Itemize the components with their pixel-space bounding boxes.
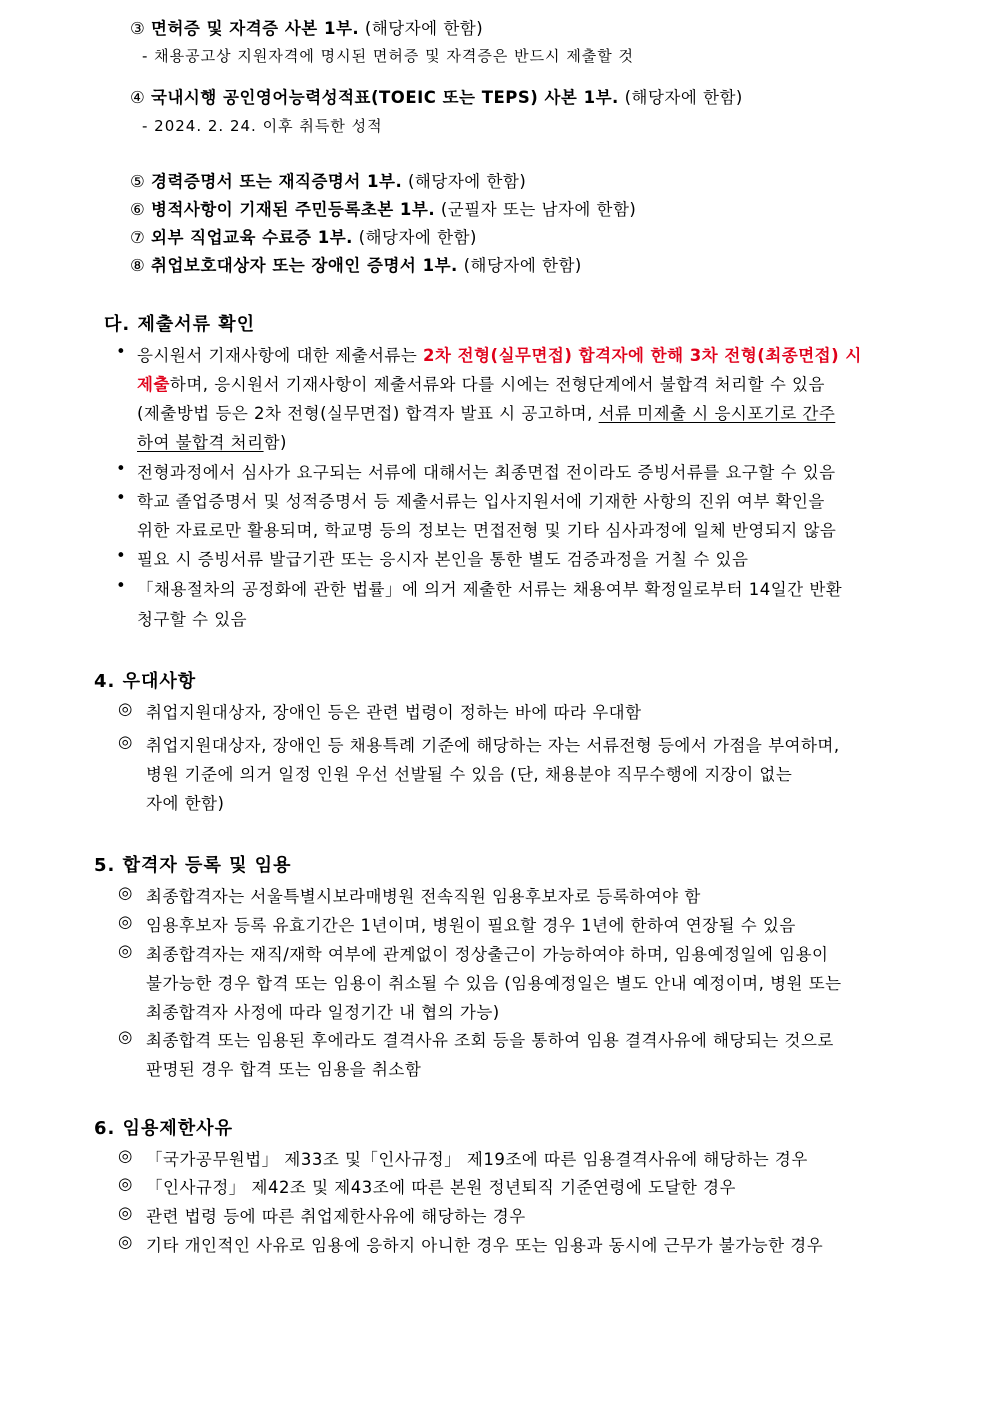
- s4-item2-line2: 병원 기준에 의거 일정 인원 우선 선발될 수 있음 (단, 채용분야 직무수행에 지장이 없는: [146, 765, 793, 784]
- circle-mark-icon: ◎: [118, 912, 133, 931]
- item-note: (해당자에 한함): [624, 88, 743, 107]
- doc-item-8: [130, 252, 582, 276]
- s6-item4: 기타 개인적인 사유로 임용에 응하지 아니한 경우 또는 임용과 동시에 근무가 불가능한 경우: [146, 1236, 824, 1255]
- s5-item3-line1: 최종합격자는 재직/재학 여부에 관계없이 정상출근이 가능하여야 하며, 임용예정일에 임용이: [146, 945, 829, 964]
- doc-item-4: [130, 84, 743, 108]
- da-b1-text: 응시원서 기재사항에 대한 제출서류는: [137, 346, 418, 365]
- da-b1-highlight: 2차 전형(실무면접) 합격자에 한해 3차 전형(최종면접) 시: [423, 346, 862, 365]
- da-b1-line2: [137, 371, 825, 395]
- da-b1-line1: [137, 342, 862, 366]
- circle-mark-icon: ◎: [118, 1027, 133, 1046]
- item-number: ③: [130, 19, 146, 38]
- item-title: 병적사항이 기재된 주민등록초본 1부.: [151, 200, 436, 219]
- item-title: 경력증명서 또는 재직증명서 1부.: [151, 172, 403, 191]
- da-b3-line2: 위한 자료로만 활용되며, 학교명 등의 정보는 면접전형 및 기타 심사과정에 일체 반영되지 않음: [137, 521, 837, 540]
- circle-mark-icon: ◎: [118, 732, 133, 751]
- item-note: (군필자 또는 남자에 한함): [440, 200, 637, 219]
- circle-mark-icon: ◎: [118, 883, 133, 902]
- da-b5-line1: 「채용절차의 공정화에 관한 법률」에 의거 제출한 서류는 채용여부 확정일로부터 14일간 반환: [137, 580, 843, 599]
- item-note: (해당자에 한함): [408, 172, 527, 191]
- s5-item3-line3: 최종합격자 사정에 따라 일정기간 내 협의 가능): [146, 1003, 500, 1022]
- s4-item2-line1: 취업지원대상자, 장애인 등 채용특례 기준에 해당하는 자는 서류전형 등에서 가점을 부여하며,: [146, 736, 840, 755]
- da-b3-line1: 학교 졸업증명서 및 성적증명서 등 제출서류는 입사지원서에 기재한 사항의 진위 여부 확인을: [137, 492, 825, 511]
- bullet-icon: •: [116, 342, 127, 361]
- s5-item4-line1: 최종합격 또는 임용된 후에라도 결격사유 조회 등을 통하여 임용 결격사유에 해당되는 것으로: [146, 1031, 834, 1050]
- da-b1-underline-2: 하여 불합격 처리: [137, 433, 264, 452]
- da-b2: 전형과정에서 심사가 요구되는 서류에 대해서는 최종면접 전이라도 증빙서류를 요구할 수 있음: [137, 463, 836, 482]
- circle-mark-icon: ◎: [118, 1174, 133, 1193]
- item-note: (해당자에 한함): [463, 256, 582, 275]
- da-b1-text-4: 함): [263, 433, 287, 452]
- circle-mark-icon: ◎: [118, 941, 133, 960]
- item-note: (해당자에 한함): [364, 19, 484, 38]
- item-title: 취업보호대상자 또는 장애인 증명서 1부.: [151, 256, 458, 275]
- circle-mark-icon: ◎: [118, 1203, 133, 1222]
- doc-item-7: [130, 224, 477, 248]
- s5-item4-line2: 판명된 경우 합격 또는 임용을 취소함: [146, 1060, 422, 1079]
- s5-item1: 최종합격자는 서울특별시보라매병원 전속직원 임용후보자로 등록하여야 함: [146, 887, 701, 906]
- s4-item1: 취업지원대상자, 장애인 등은 관련 법령이 정하는 바에 따라 우대함: [146, 703, 642, 722]
- item-number: ⑤: [130, 172, 146, 191]
- item-note: (해당자에 한함): [358, 228, 477, 247]
- section-da-title: 다. 제출서류 확인: [104, 314, 256, 335]
- da-b1-text-3: (제출방법 등은 2차 전형(실무면접) 합격자 발표 시 공고하며,: [137, 404, 593, 423]
- da-b5-line2: 청구할 수 있음: [137, 610, 248, 629]
- da-b1-line3: [137, 400, 835, 424]
- s5-item2: 임용후보자 등록 유효기간은 1년이며, 병원이 필요할 경우 1년에 한하여 연장될 수 있음: [146, 916, 796, 935]
- s5-item3-line2: 불가능한 경우 합격 또는 임용이 취소될 수 있음 (임용예정일은 별도 안내 예정이며, 병원 또는: [146, 974, 842, 993]
- item-number: ⑦: [130, 228, 146, 247]
- doc-item-3-sub: - 채용공고상 지원자격에 명시된 면허증 및 자격증은 반드시 제출할 것: [142, 47, 635, 65]
- s4-item2-line3: 자에 한함): [146, 794, 225, 813]
- da-b1-line4: [137, 429, 287, 453]
- s6-item3: 관련 법령 등에 따른 취업제한사유에 해당하는 경우: [146, 1207, 526, 1226]
- section-6-title: 6. 임용제한사유: [94, 1118, 233, 1139]
- doc-item-4-sub: - 2024. 2. 24. 이후 취득한 성적: [142, 117, 383, 135]
- da-b1-highlight-2: 제출: [137, 375, 170, 394]
- da-b4: 필요 시 증빙서류 발급기관 또는 응시자 본인을 통한 별도 검증과정을 거칠 수 있음: [137, 550, 749, 569]
- circle-mark-icon: ◎: [118, 1232, 133, 1251]
- da-b1-text-2: 하며, 응시원서 기재사항이 제출서류와 다를 시에는 전형단계에서 불합격 처리할 수 있음: [169, 375, 825, 394]
- da-b1-underline: 서류 미제출 시 응시포기로 간주: [598, 404, 836, 423]
- doc-item-3: [130, 15, 483, 39]
- item-number: ⑧: [130, 256, 146, 275]
- s6-item2: 「인사규정」 제42조 및 제43조에 따른 본원 정년퇴직 기준연령에 도달한 경우: [146, 1178, 736, 1197]
- section-4-title: 4. 우대사항: [94, 671, 197, 692]
- s6-item1: 「국가공무원법」 제33조 및「인사규정」 제19조에 따른 임용결격사유에 해당하는 경우: [146, 1150, 808, 1169]
- bullet-icon: •: [116, 546, 127, 565]
- circle-mark-icon: ◎: [118, 1146, 133, 1165]
- bullet-icon: •: [116, 576, 127, 595]
- section-5-title: 5. 합격자 등록 및 임용: [94, 855, 292, 876]
- item-title: 외부 직업교육 수료증 1부.: [151, 228, 353, 247]
- item-number: ⑥: [130, 200, 146, 219]
- doc-item-5: [130, 168, 526, 192]
- bullet-icon: •: [116, 488, 127, 507]
- item-title: 국내시행 공인영어능력성적표(TOEIC 또는 TEPS) 사본 1부.: [151, 88, 619, 107]
- item-number: ④: [130, 88, 146, 107]
- circle-mark-icon: ◎: [118, 699, 133, 718]
- doc-item-6: [130, 196, 636, 220]
- item-title: 면허증 및 자격증 사본 1부.: [151, 19, 360, 38]
- bullet-icon: •: [116, 459, 127, 478]
